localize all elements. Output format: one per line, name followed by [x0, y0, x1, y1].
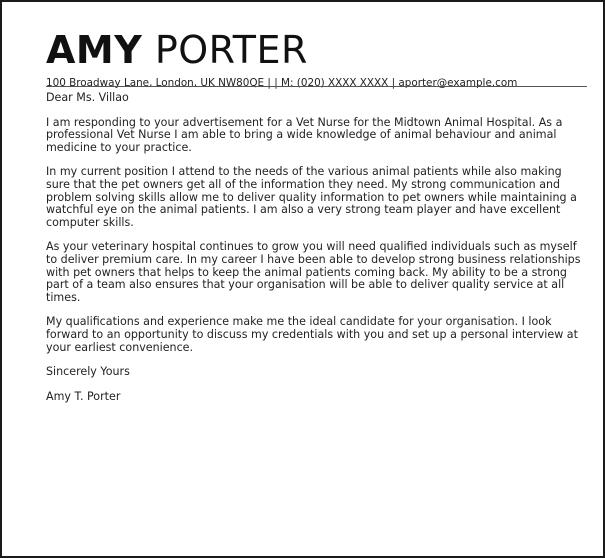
closing: Sincerely Yours	[46, 365, 130, 379]
letter-header	[46, 30, 583, 90]
sender-first-name: AMY	[46, 28, 143, 72]
body-paragraph-3: As your veterinary hospital continues to grow you will need qualified individuals such as myself to deliver premium care. In my career I have been able to develop strong business relationships with pet owners that helps to keep the animal patients coming back. My ability to be a strong part of a team also ensures that your organisation will be able to deliver quality service at all times.	[46, 240, 581, 304]
letter-body	[46, 92, 586, 415]
signature: Amy T. Porter	[46, 389, 121, 403]
body-paragraph-1: I am responding to your advertisement for a Vet Nurse for the Midtown Animal Hospital. As a professional Vet Nurse I am able to bring a wide knowledge of animal behaviour and animal medicine to your practice.	[46, 115, 563, 154]
sender-name	[46, 30, 583, 70]
sender-last-name: PORTER	[154, 28, 308, 72]
header-divider	[46, 86, 587, 87]
sender-contact-line: 100 Broadway Lane, London, UK NW80QE | | M: (020) XXXX XXXX | aporter@example.com	[46, 77, 518, 89]
body-paragraph-2: In my current position I attend to the needs of the various animal patients while also making sure that the pet owners get all of the information they need. My strong communication and problem solving skills allow me to deliver quality information to pet owners while maintaining a watchful eye on the animal patients. I am also a very strong team player and have excellent computer skills.	[46, 165, 577, 229]
salutation: Dear Ms. Villao	[46, 91, 129, 104]
body-paragraph-4: My qualifications and experience make me the ideal candidate for your organisation. I look forward to an opportunity to discuss my credentials with you and set up a personal interview at your earliest convenience.	[46, 315, 578, 354]
